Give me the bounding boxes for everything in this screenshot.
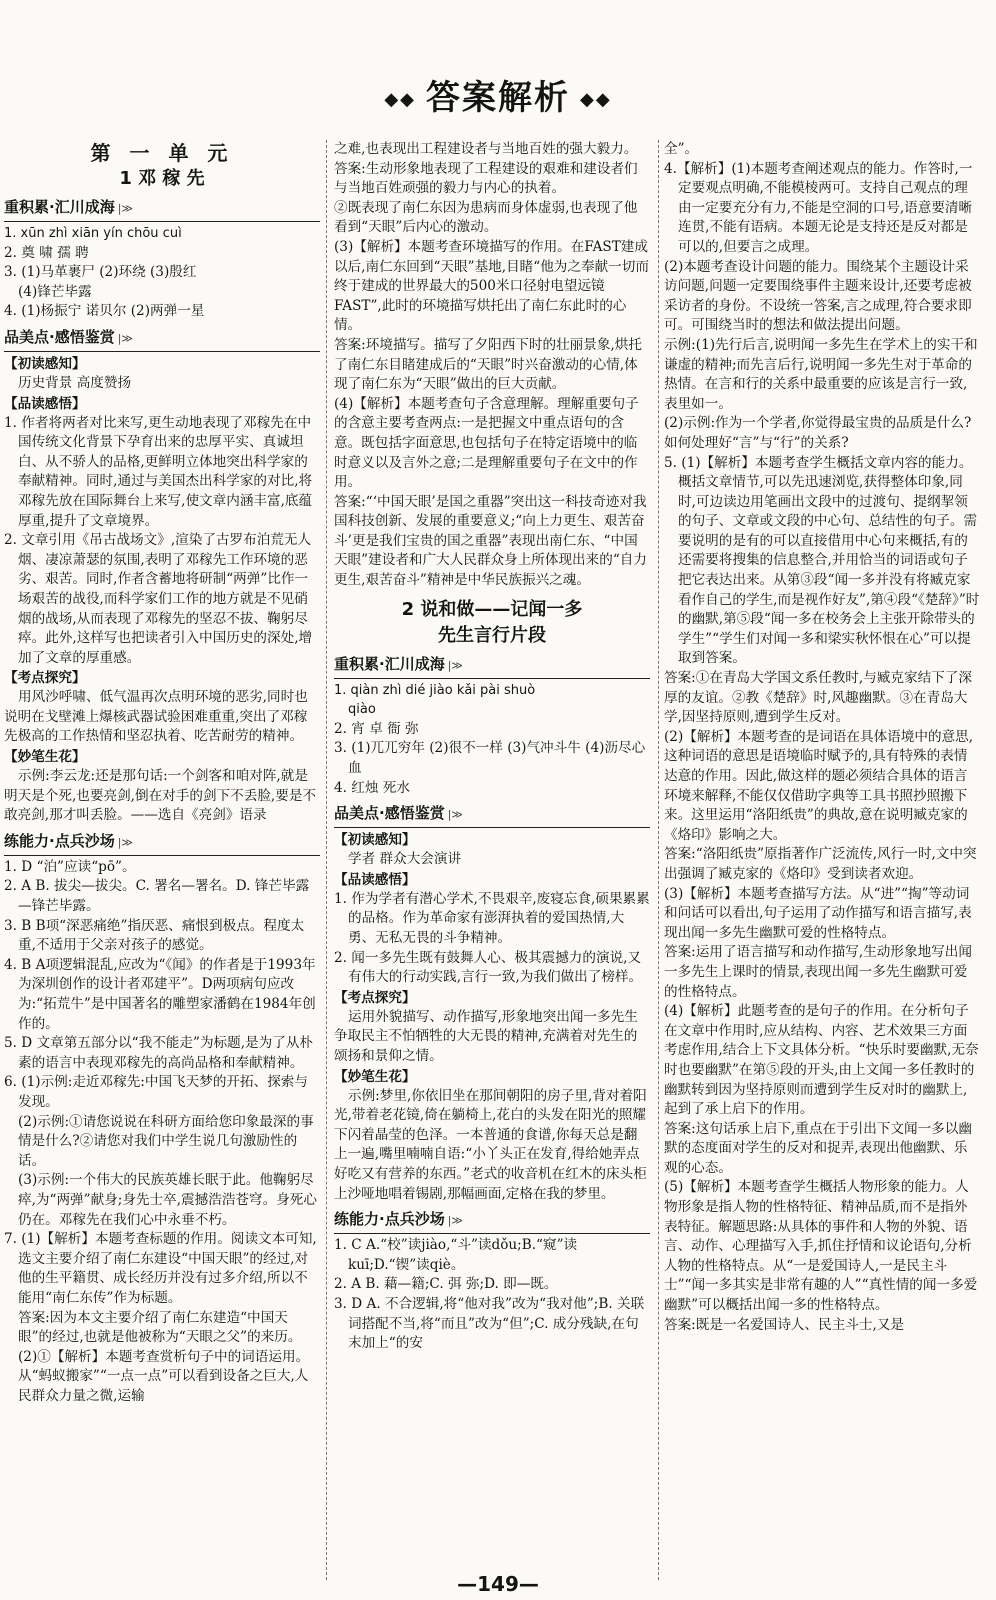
section-heading-text: 重积累·汇川成海 <box>334 654 445 673</box>
subheading: 【妙笔生花】 <box>334 1068 416 1085</box>
answer-item: 4. (1)杨振宁 诺贝尔 (2)两弹一星 <box>4 303 205 320</box>
answer-item: 1. qiàn zhì dié jiào kǎi pài shuò qiào <box>334 682 536 718</box>
answer-item: 4. 红烛 死水 <box>334 779 410 796</box>
paragraph: 1. 作为学者有潜心学术,不畏艰辛,废寝忘食,硕果累累的品格。作为革命家有澎湃执着的爱国热情,大勇、无私无畏的斗争精神。 <box>334 890 650 946</box>
unit-heading: 第 一 单 元 <box>90 141 234 165</box>
answer-item: 2. A B. 拔尖—拔尖。C. 署名—署名。D. 锋芒毕露—锋芒毕露。 <box>4 878 310 915</box>
arrow-icon: |≫ <box>117 331 133 345</box>
paragraph: 用风沙呼啸、低气温再次点明环境的恶劣,同时也说明在戈壁滩上爆核武器试验困难重重,突出了邓稼先极高的工作热情和坚忍执着、吃苦耐劳的精神。 <box>4 689 308 745</box>
answer-item: 3. (1)兀兀穷年 (2)很不一样 (3)气冲斗牛 (4)沥尽心血 <box>334 740 646 777</box>
paragraph: 示例:梦里,你依旧坐在那间朝阳的房子里,背对着阳光,带着老花镜,倚在躺椅上,花白的头发在阳光的照耀下闪着晶莹的色泽。一本普通的食谱,你每天总是翻上一遍,嘴里喃喃自语:“小丫头正在发育,得给她弄点好吃又有营养的东西。”老式的收音机在红木的床头柜上沙哑地唱着锡剧,那幅画面,定格在我的梦里。 <box>334 1087 647 1202</box>
column-2 <box>334 140 650 1580</box>
subheading: 【品读感悟】 <box>4 395 86 412</box>
arrow-icon: |≫ <box>117 835 133 849</box>
section-heading-text: 练能力·点兵沙场 <box>4 831 115 850</box>
paragraph: (2)示例:作为一个学者,你觉得最宝贵的品质是什么?如何处理好“言”与“行”的关系? <box>664 415 972 451</box>
paragraph: 2. 文章引用《吊古战场文》,渲染了古罗布泊荒无人烟、凄凉萧瑟的氛围,表明了邓稼先工作环境的恶劣、艰苦。同时,作者含蓄地将研制“两弹”比作一场艰苦的战役,而科学家们工作的地方就是不见硝烟的战场,从而表现了邓稼先的坚忍不拔、鞠躬尽瘁。此外,这样写也把读者引入中国历史的深处,增加了文章的厚重感。 <box>4 532 313 666</box>
section-heading <box>334 1207 650 1234</box>
answer-item: 2. A B. 藉—籍;C. 弭 弥;D. 即—既。 <box>334 1276 558 1293</box>
paragraph: 1. 作者将两者对比来写,更生动地表现了邓稼先在中国传统文化背景下孕育出来的忠厚平实、真诚坦白、从不骄人的品格,更鲜明立体地突出科学家的奉献精神。同时,通过与美国杰出科学家的对比,将邓稼先放在国际舞台上来写,使文章内涵丰富,底蕴厚重,提升了文章境界。 <box>4 414 313 529</box>
paragraph: (2)【解析】本题考查的是词语在具体语境中的意思,这种词语的意思是语境临时赋予的,具有特殊的表情达意的作用。因此,做这样的题必须结合具体的语言环境来解释,不能仅仅借助字典等工具书照抄照搬下来。这里运用“洛阳纸贵”的典故,意在说明臧克家的《烙印》影响之大。 <box>664 728 974 843</box>
page-title-text: 答案解析 <box>426 78 570 118</box>
section-heading <box>4 829 320 856</box>
arrow-icon: |≫ <box>117 202 133 215</box>
section-heading-text: 练能力·点兵沙场 <box>334 1210 445 1229</box>
lesson-heading: 1 邓 稼 先 <box>119 168 205 189</box>
paragraph: 答案:“‘中国天眼’是国之重器”突出这一科技奇迹对我国科技创新、发展的重要意义;“向上力更生、艰苦奋斗’更是我们宝贵的国之重器”表现出南仁东、“中国天眼”建设者和广大人民群众身上所体现出来的“自力更生,艰苦奋斗”精神是中华民族振兴之魂。 <box>334 493 647 589</box>
subheading: 【考点探究】 <box>4 670 86 687</box>
paragraph: 之难,也表现出工程建设者与当地百姓的强大毅力。 <box>334 141 638 157</box>
answer-item: 5. (1)【解析】本题考查学生概括文章内容的能力。概括文章情节,可以先迅速浏览,获得整体印象,同时,可边读边用笔画出文段中的过渡句、提纲挈领的句子、文章或文段的中心句、总结性的句子。需要说明的是有的可以直接借用中心句来概括,有的还需要将搜集的信息整合,并用恰当的词语或句子把它表达出来。从第③段“闻一多并没有将臧克家看作自己的学生,而是视作好友”,第④段“《楚辞》”时的幽默,第⑤段“闻一多在校务会上主张开除带头的学生”“学生们对闻一多和梁实秋怀恨在心”可以提取到答案。 <box>664 454 980 667</box>
arrow-icon: |≫ <box>447 658 463 672</box>
section-heading-text: 品美点·感悟鉴赏 <box>334 804 445 823</box>
answer-item: 4.【解析】(1)本题考查阐述观点的能力。作答时,一定要观点明确,不能模棱两可。支持自己观点的理由一定要充分有力,不能是空洞的口号,语意要清晰连贯,不能有语病。本题无论是支持还是反对都是可以的,但要言之成理。 <box>664 160 973 255</box>
subheading: 【考点探究】 <box>334 989 416 1006</box>
column-divider-1 <box>326 140 327 1580</box>
page-number: —149— <box>457 1572 539 1596</box>
paragraph: 学者 群众大会演讲 <box>348 851 462 868</box>
answer-item: 4. B A项逻辑混乱,应改为“《闻》的作者是于1993年为深圳创作的设计者邓建平”。D两项病句应改为:“拓荒牛”是中国著名的雕塑家潘鹤在1984年创作的。 <box>4 956 316 1032</box>
paragraph: 运用外貌描写、动作描写,形象地突出闻一多先生争取民主不怕牺牲的大无畏的精神,充满着对先生的颂扬和景仰之情。 <box>334 1008 638 1064</box>
section-heading-text: 品美点·感悟鉴赏 <box>4 327 115 346</box>
paragraph: 全”。 <box>664 141 699 157</box>
diamond-left-icon: ◆◆ <box>384 89 416 110</box>
answer-item: 1. D “泊”应读“pō”。 <box>4 858 136 875</box>
paragraph: (5)【解析】本题考查学生概括人物形象的能力。人物形象是指人物的性格特征、精神品质,而不是指外表特征。解题思路:从具体的事件和人物的外貌、语言、动作、心理描写入手,抓住抒情和议论语句,分析人物的性格特点。从“一是爱国诗人,一是民主斗士”“闻一多其实是非常有趣的人”“真性情的闻一多爱幽默”可以概括出闻一多的性格特点。 <box>664 1179 978 1314</box>
column-1 <box>4 140 320 1580</box>
paragraph: (3)【解析】本题考查环境描写的作用。在FAST建成以后,南仁东回到“天眼”基地,目睹“他为之奉献一切而终于建成的世界最大的500米口径射电望远镜FAST”,此时的环境描写烘托出了南仁东此时的心情。 <box>334 238 649 334</box>
answer-item: 5. D 文章第五部分以“我不能走”为标题,是为了从朴素的语言中表现邓稼先的高尚品格和奉献精神。 <box>4 1035 314 1071</box>
paragraph: (2)本题考查设计问题的能力。围绕某个主题设计采访问题,问题一定要围绕事件主题来设计,还要考虑被采访者的身份。不设统一答案,言之成理,符合要求即可。可围绕当时的想法和做法提出问题。 <box>664 258 972 334</box>
paragraph: (3)【解析】本题考查描写方法。从“进”“掏”等动词和问话可以看出,句子运用了动作描写和语言描写,表现出闻一多先生幽默可爱的性格特点。 <box>664 885 972 941</box>
section-heading <box>334 652 650 679</box>
section-heading-text: 重积累·汇川成海 <box>4 198 115 216</box>
arrow-icon: |≫ <box>447 1214 463 1228</box>
paragraph: 答案:运用了语言描写和动作描写,生动形象地写出闻一多先生上课时的情景,表现出闻一多先生幽默可爱的性格特点。 <box>664 944 972 1000</box>
answer-item: 2. 宵 卓 衙 弥 <box>334 720 419 737</box>
paragraph: 示例:李云龙:还是那句话:一个剑客和咱对阵,就是明天是个死,也要亮剑,倒在对手的剑下不丢脸,要是不敢亮剑,那才叫丢脸。——选自《亮剑》语录 <box>4 768 317 824</box>
answer-item: 6. (1)示例:走近邓稼先:中国飞天梦的开拓、探索与发现。 (2)示例:①请您说说在科研方面给您印象最深的事情是什么?②请您对我们中学生说几句激励性的话。 (3)示例:一个伟大的民族英雄长眠于此。他鞠躬尽瘁,为“两弹”献身;身先士卒,震撼浩浩苍穹。身死心仍在。邓稼先在我们心中永垂不朽。 <box>4 1074 317 1228</box>
paragraph: ②既表现了南仁东因为患病而身体虚弱,也表现了他看到“天眼”后内心的激动。 <box>334 199 638 236</box>
paragraph: 答案:“洛阳纸贵”原指著作广泛流传,风行一时,文中突出强调了臧克家的《烙印》受到读者欢迎。 <box>664 846 977 882</box>
section-heading <box>334 801 650 828</box>
subheading: 【妙笔生花】 <box>4 749 86 766</box>
paragraph: 2. 闻一多先生既有鼓舞人心、极其震撼力的演说,又有伟大的行动实践,言行一致,为我们做出了榜样。 <box>334 949 643 986</box>
column-3 <box>664 140 980 1580</box>
diamond-right-icon: ◆◆ <box>580 89 612 110</box>
lesson-heading: 2 说和做——记闻一多 先生言行片段 <box>401 598 583 646</box>
paragraph: 答案:生动形象地表现了工程建设的艰难和建设者们与当地百姓顽强的毅力与内心的执着。 <box>334 160 638 197</box>
paragraph: 答案:环境描写。描写了夕阳西下时的壮丽景象,烘托了南仁东目睹建成后的“天眼”时兴奋激动的心情,体现了南仁东为“天眼”做出的巨大贡献。 <box>334 336 642 393</box>
paragraph: 答案:这句话承上启下,重点在于引出下文闻一多以幽默的态度面对学生的反对和捉弄,表现出他幽默、乐观的心态。 <box>664 1120 972 1176</box>
answer-item: 1. xūn zhì xiān yín chōu cuì <box>4 226 182 241</box>
subheading: 【品读感悟】 <box>334 871 416 888</box>
answer-item: 3. D A. 不合逻辑,将“他对我”改为“我对他”;B. 关联词搭配不当,将“而且”改为“但”;C. 成分残缺,在句末加上“的安 <box>334 1295 645 1352</box>
answer-item: 1. C A.“校”读jiào,“斗”读dǒu;B.“窥”读kuī;D.“锲”读qiè。 <box>334 1237 578 1273</box>
subheading: 【初读感知】 <box>4 355 86 372</box>
paragraph: 答案:既是一名爱国诗人、民主斗士,又是 <box>664 1316 904 1333</box>
paragraph: 答案:①在青岛大学国文系任教时,与臧克家结下了深厚的友谊。②教《楚辞》时,风趣幽默。③在青岛大学,因坚持原则,遭到学生反对。 <box>664 670 972 726</box>
paragraph: 历史背景 高度赞扬 <box>18 374 132 391</box>
answer-item: 7. (1)【解析】本题考查标题的作用。阅读文本可知,选文主要介绍了南仁东建设“中国天眼”的经过,对他的生平籍贯、成长经历并没有过多介绍,所以不能用“南仁东传”作为标题。 答案:因为本文主要介绍了南仁东建造“中国天眼”的经过,也就是他被称为“天眼之父”的来历。 (2)①【解析】本题考查赏析句子中的词语运用。从“蚂蚁搬家”“一点一点”可以看到设备之巨大,人民群众力量之微,运输 <box>4 1231 317 1404</box>
paragraph: (4)【解析】此题考查的是句子的作用。在分析句子在文章中作用时,应从结构、内容、艺术效果三方面考虑作用,结合上下文具体分析。“快乐时要幽默,无奈时也要幽默”在第⑤段的开头,由上文闻一多任教时的幽默转到因为坚持原则而遭到学生反对时的幽默上,起到了承上启下的作用。 <box>664 1003 979 1118</box>
arrow-icon: |≫ <box>447 808 463 822</box>
section-heading <box>4 195 320 222</box>
answer-item: 3. (1)马革裹尸 (2)环绕 (3)殷红 (4)锋芒毕露 <box>4 264 197 300</box>
subheading: 【初读感知】 <box>334 832 416 849</box>
paragraph: (4)【解析】本题考查句子含意理解。理解重要句子的含意主要考查两点:一是把握文中重点语句的含意。既包括字面意思,也包括句子在特定语境中的临时意义以及言外之意;二是理解重要句子在文中的作用。 <box>334 395 639 491</box>
page-title <box>0 70 996 119</box>
answer-item: 3. B B项“深恶痛绝”指厌恶、痛恨到极点。程度太重,不适用于父亲对孩子的感觉。 <box>4 917 305 954</box>
column-divider-2 <box>658 140 659 1580</box>
paragraph: 示例:(1)先行后言,说明闻一多先生在学术上的实干和谦虚的精神;而先言后行,说明闻一多先生对于革命的热情。在言和行的关系中最重要的应该是言行一致,表里如一。 <box>664 336 978 412</box>
section-heading <box>4 325 320 352</box>
answer-item: 2. 奠 啸 孺 聘 <box>4 244 89 261</box>
